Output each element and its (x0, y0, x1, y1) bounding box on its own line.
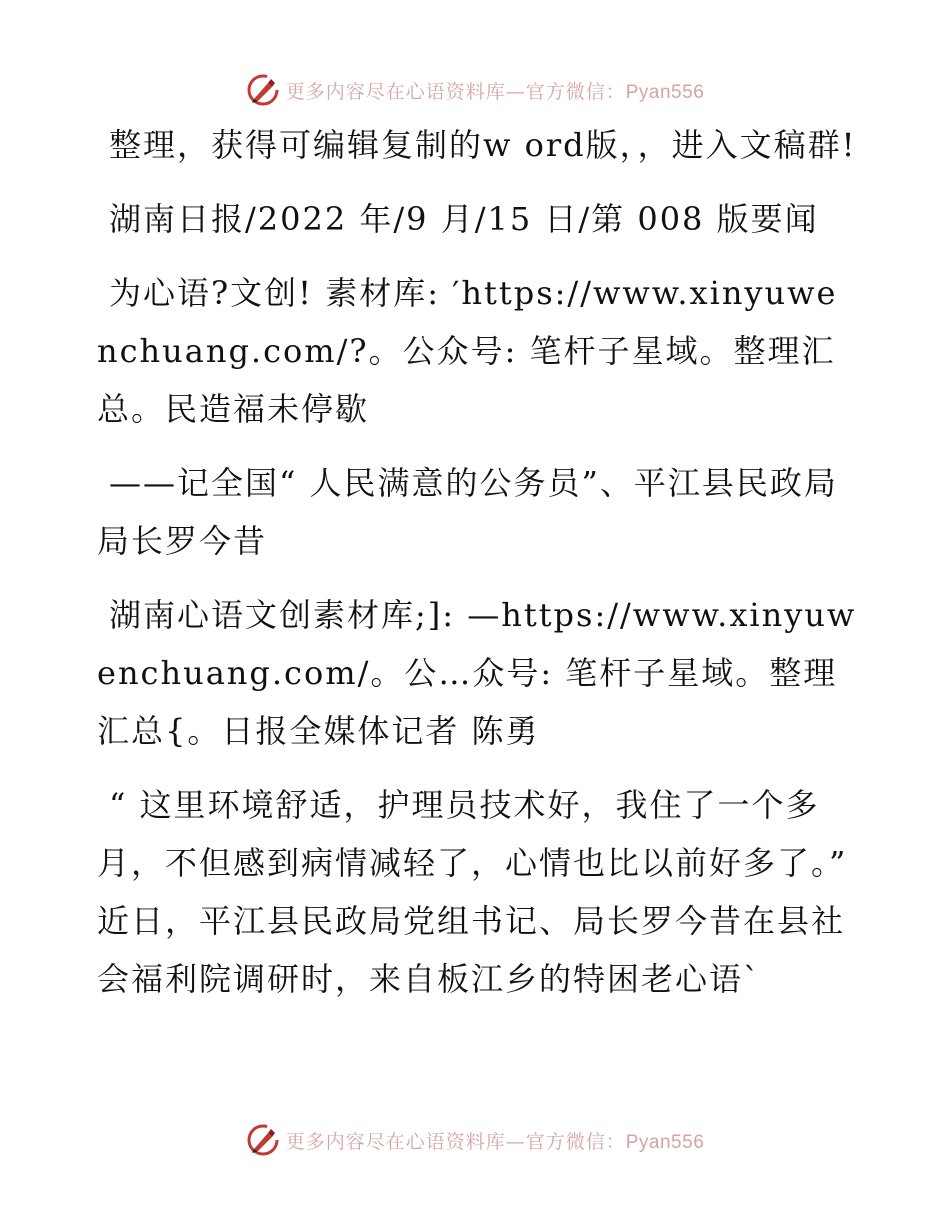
pen-logo-icon (246, 1123, 280, 1157)
paragraph-title: 为心语?文创! 素材库: ′https://www.xinyuwenchuang.com/?。公众号: 笔杆子星域。整理汇总。民造福未停歇 (97, 274, 838, 428)
paragraph-subtitle: ——记全国“ 人民满意的公务员”、平江县民政局局长罗今昔 (97, 464, 838, 560)
watermark-text: 更多内容尽在心语资料库—官方微信：Pyan556 (285, 1130, 705, 1153)
wechat-handle: Pyan556 (625, 1131, 705, 1153)
paragraph-body: “ 这里环境舒适，护理员技术好，我住了一个多月，不但感到病情减轻了，心情也比以前好多了。” 近日，平江县民政局党组书记、局长罗今昔在县社会福利院调研时，来自板江乡的特困老心语` (97, 786, 848, 998)
paragraph-byline: 湖南心语文创素材库;]: —https://www.xinyuwenchuang.com/。公…众号: 笔杆子星域。整理汇总{。日报全媒体记者 陈勇 (97, 596, 857, 750)
document-body (97, 116, 857, 1024)
paragraph-intro: 整理，获得可编辑复制的w ord版，，进入文稿群! (109, 126, 857, 164)
footer-watermark-banner (0, 1120, 950, 1160)
watermark-text: 更多内容尽在心语资料库—官方微信：Pyan556 (285, 80, 705, 103)
header-watermark-banner (0, 70, 950, 110)
wechat-handle: Pyan556 (625, 81, 705, 103)
pen-logo-icon (246, 73, 280, 107)
paragraph-source-line: 湖南日报/2022 年/9 月/15 日/第 008 版要闻 (109, 200, 819, 238)
